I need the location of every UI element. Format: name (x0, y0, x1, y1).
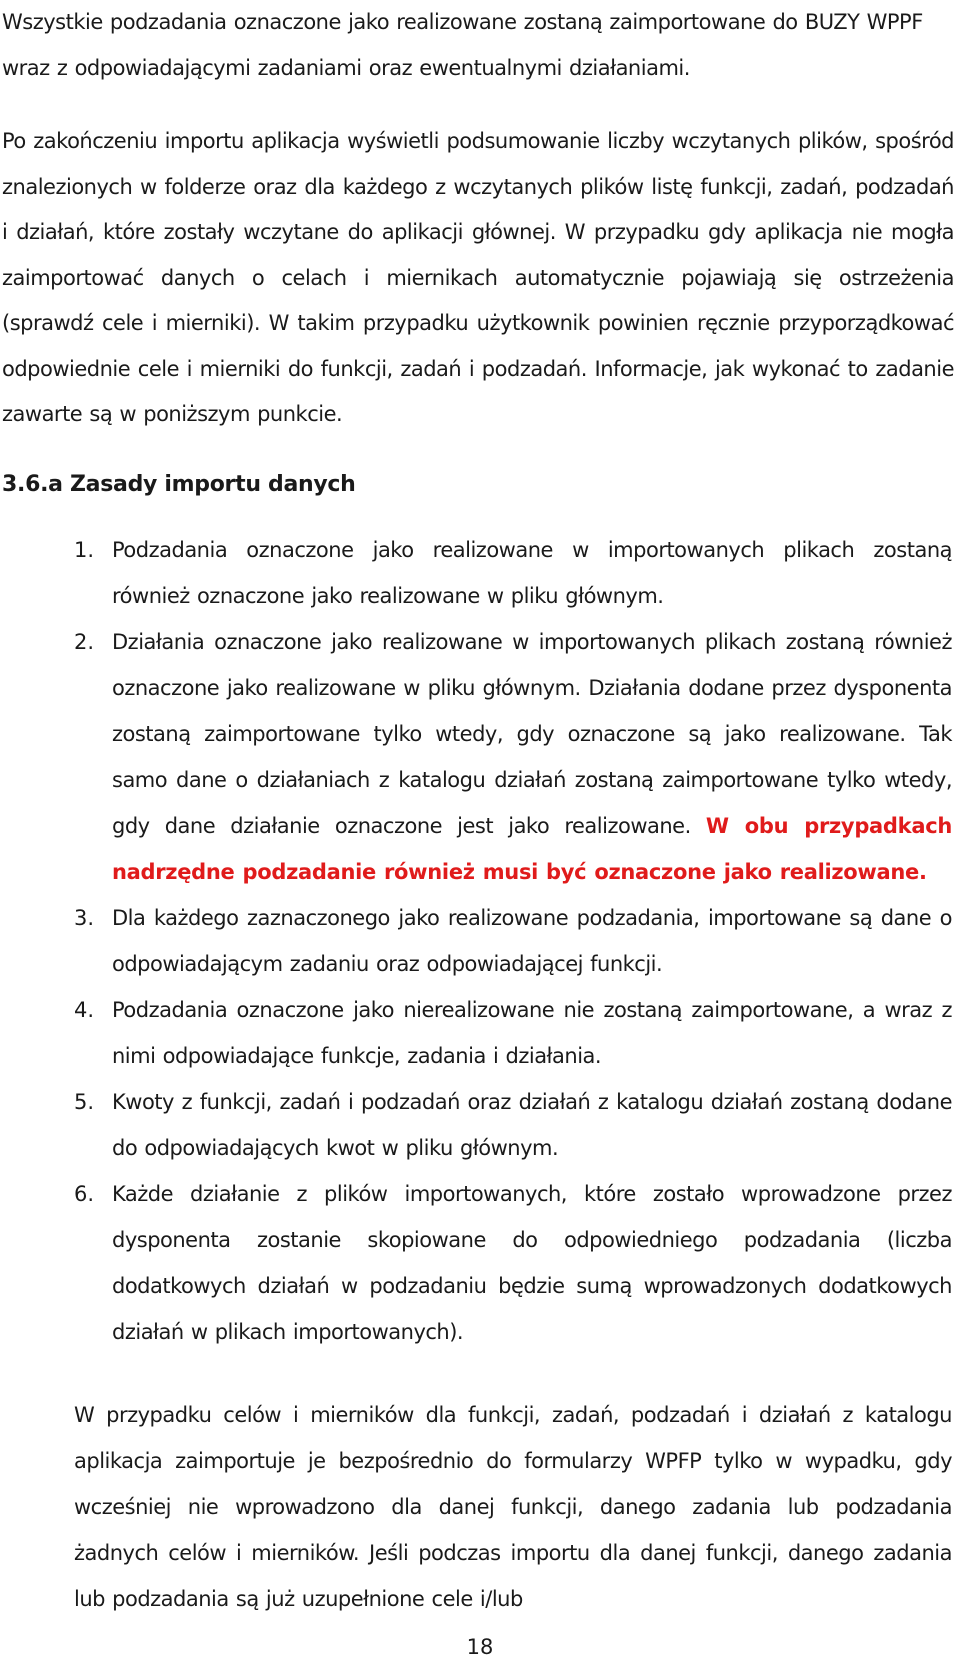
list-item-number: 6. (74, 1182, 95, 1206)
list-item-body: Każde działanie z plików importowanych, które zostało wprowadzone przez dysponenta zostanie skopiowane do odpowiedniego podzadania (liczba dodatkowych działań w podzadaniu będzie sumą wprowadzonych dodatkowych działań w plikach importowanych). (112, 1182, 952, 1344)
list-item-number: 2. (74, 630, 95, 654)
list-item (0, 619, 952, 895)
list-item-body: Dla każdego zaznaczonego jako realizowane podzadania, importowane są dane o odpowiadającym zadaniu oraz odpowiadającej funkcji. (112, 906, 952, 976)
list-item-number: 5. (74, 1090, 95, 1114)
list-item-number: 4. (74, 998, 95, 1022)
list-item-text (112, 987, 952, 1079)
list-item-text (112, 1171, 952, 1355)
list-item-body: Podzadania oznaczone jako realizowane w importowanych plikach zostaną również oznaczone jako realizowane w pliku głównym. (112, 538, 952, 608)
list-item-number: 3. (74, 906, 95, 930)
list-item-text (112, 895, 952, 987)
outro-paragraph: W przypadku celów i mierników dla funkcji, zadań, podzadań i działań z katalogu aplikacja zaimportuje je bezpośrednio do formularzy WPFP tylko w wypadku, gdy wcześniej nie wprowadzono dla danej funkcji, danego zadania lub podzadania żadnych celów i mierników. Jeśli podczas importu dla danej funkcji, danego zadania lub podzadania są już uzupełnione cele i/lub (74, 1403, 952, 1611)
list-item (0, 895, 952, 987)
intro-paragraph-2: Po zakończeniu importu aplikacja wyświetli podsumowanie liczby wczytanych plików, spośród znalezionych w folderze oraz dla każdego z wczytanych plików listę funkcji, zadań, podzadań i działań, które zostały wczytane do aplikacji głównej. W przypadku gdy aplikacja nie mogła zaimportować danych o celach i miernikach automatycznie pojawiają się ostrzeżenia (sprawdź cele i mierniki). W takim przypadku użytkownik powinien ręcznie przyporządkować odpowiednie cele i mierniki do funkcji, zadań i podzadań. Informacje, jak wykonać to zadanie zawarte są w poniższym punkcie. (2, 129, 954, 426)
list-item (0, 1079, 952, 1171)
list-item-body: Podzadania oznaczone jako nierealizowane nie zostaną zaimportowane, a wraz z nimi odpowiadające funkcje, zadania i działania. (112, 998, 952, 1068)
list-item (0, 987, 952, 1079)
list-item-text (112, 527, 952, 619)
list-item (0, 1171, 952, 1355)
page-number: 18 (466, 1635, 494, 1659)
section-heading: 3.6.a Zasady importu danych (2, 472, 356, 497)
list-item-emphasis: W obu przypadkach nadrzędne podzadanie również musi być oznaczone jako realizowane. (112, 814, 952, 884)
intro-paragraph-1: Wszystkie podzadania oznaczone jako realizowane zostaną zaimportowane do BUZY WPPF wraz z odpowiadającymi zadaniami oraz ewentualnymi działaniami. (2, 10, 923, 80)
import-rules-list (0, 527, 960, 1355)
list-item (0, 527, 952, 619)
list-item-body: Działania oznaczone jako realizowane w importowanych plikach zostaną również oznaczone jako realizowane w pliku głównym. Działania dodane przez dysponenta zostaną zaimportowane tylko wtedy, gdy oznaczone są jako realizowane. Tak samo dane o działaniach z katalogu działań zostaną zaimportowane tylko wtedy, gdy dane działanie oznaczone jest jako realizowane. (112, 630, 952, 838)
list-item-body: Kwoty z funkcji, zadań i podzadań oraz działań z katalogu działań zostaną dodane do odpowiadających kwot w pliku głównym. (112, 1090, 952, 1160)
list-item-text (112, 1079, 952, 1171)
list-item-text (112, 619, 952, 895)
list-item-number: 1. (74, 538, 95, 562)
